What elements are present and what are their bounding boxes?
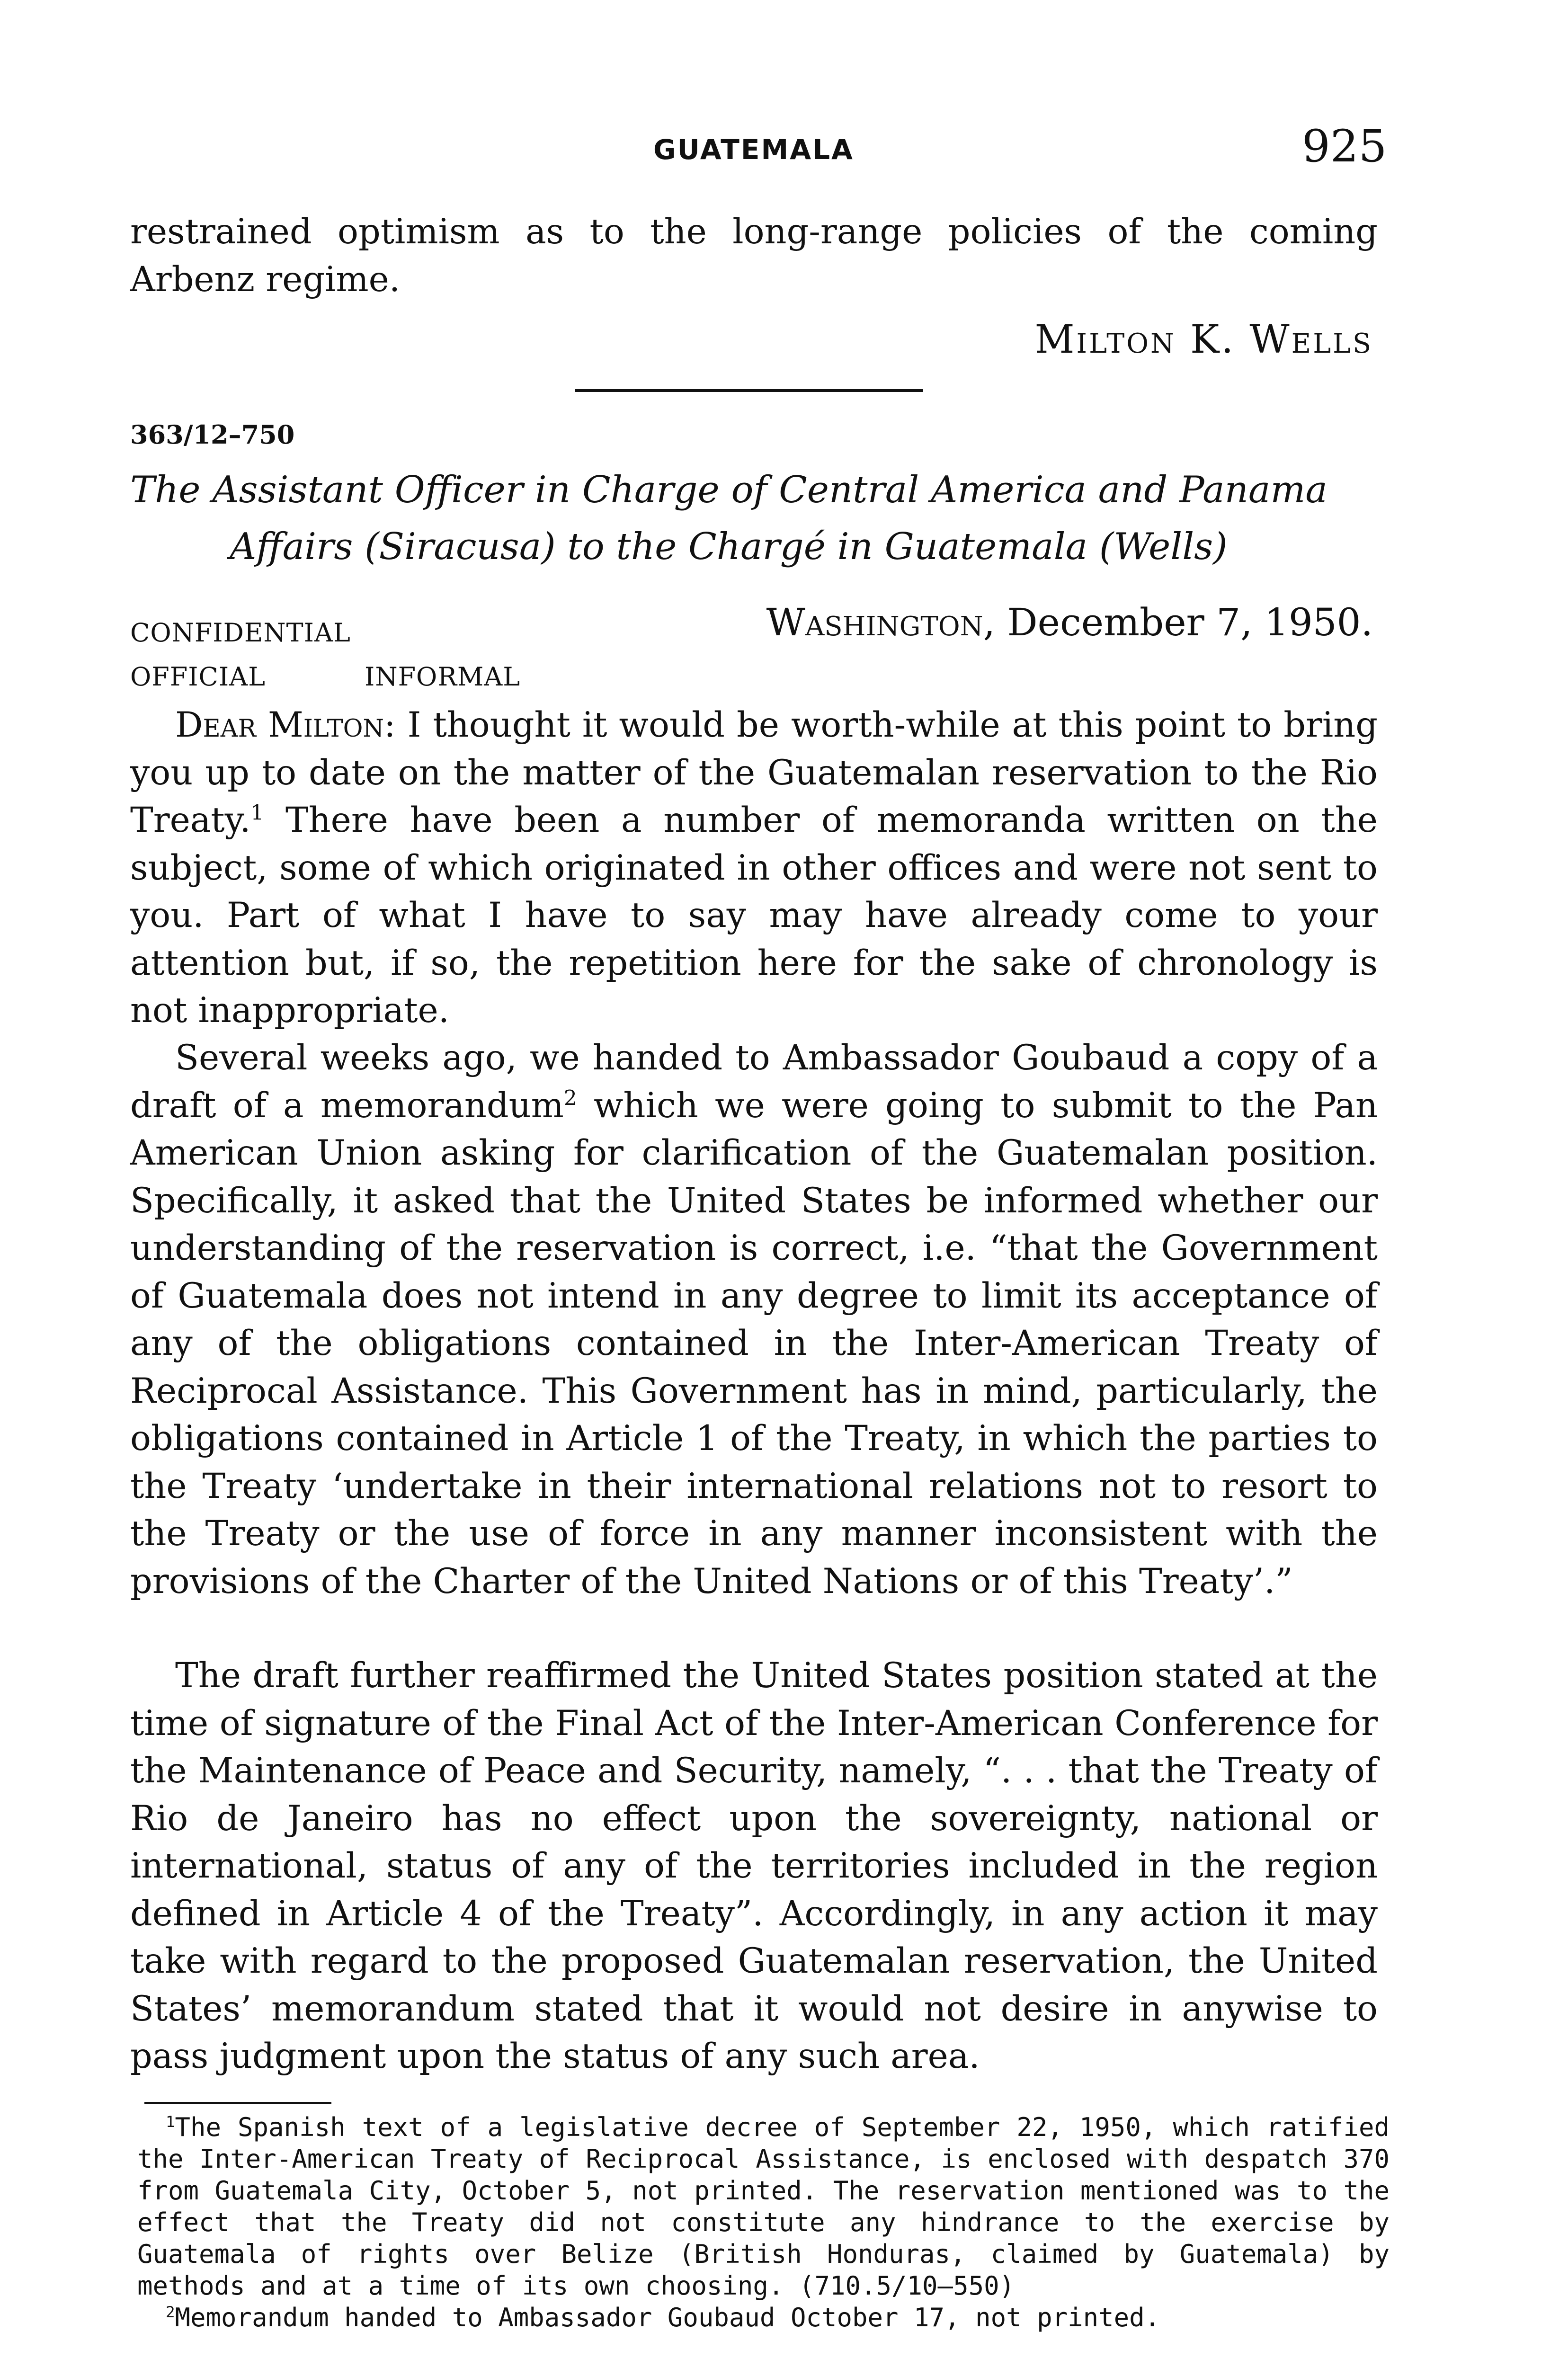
document-title-line-2: Affairs (Siracusa) to the Chargé in Guatemala (Wells) xyxy=(230,525,1228,568)
informal-label: INFORMAL xyxy=(365,662,521,692)
page-number: 925 xyxy=(1302,121,1387,172)
paragraph-1-text: I thought it would be worth-while at this point to bring you up to date on the matter of the Guatemalan reservation to the Rio Treaty. xyxy=(130,705,1378,840)
letter-paragraph-3: The draft further reaffirmed the United States position stated at the time of signature of the Final Act of the Inter-American Conference for the Maintenance of Peace and Security, namely, “. . . that the Treaty of Rio de Janeiro has no effect upon the sovereignty, national or international, status of any of the territories included in the region defined in Article 4 of the Treaty”. Accordingly, in any action it may take with regard to the proposed Guatemalan reservation, the United States’ memorandum stated that it would not desire in anywise to pass judgment upon the status of any such area. xyxy=(130,1655,1378,2076)
footnote-2-text: Memorandum handed to Ambassador Goubaud October 17, not printed. xyxy=(175,2303,1160,2332)
file-number: 363/12–750 xyxy=(130,419,295,450)
dateline-place: Washington, xyxy=(766,600,996,644)
letter-paragraph-1 xyxy=(130,702,1378,1035)
signature: Milton K. Wells xyxy=(1034,317,1373,362)
footnotes xyxy=(137,2111,1390,2333)
salutation: Dear Milton: xyxy=(175,705,396,745)
official-label: OFFICIAL xyxy=(130,662,266,692)
footnote-2-mark: 2 xyxy=(166,2303,175,2321)
footnote-2 xyxy=(137,2302,1390,2333)
document-title-line-1: The Assistant Officer in Charge of Central America and Panama xyxy=(130,469,1327,511)
previous-document-closing-text: restrained optimism as to the long-range policies of the coming Arbenz regime. xyxy=(130,212,1378,300)
footnote-1-mark: 1 xyxy=(166,2113,175,2131)
dateline xyxy=(766,600,1373,644)
letter-paragraph-2 xyxy=(130,1034,1378,1605)
classification-label: CONFIDENTIAL xyxy=(130,618,351,648)
footnote-ref-1: 1 xyxy=(250,801,264,825)
footnote-ref-2: 2 xyxy=(563,1086,577,1111)
paragraph-2-text-b: which we were going to submit to the Pan American Union asking for clarification of the Guatemalan position. Specifically, it asked that the United States be informed whether our understanding of the reservation is correct, i.e. “that the Government of Guatemala does not intend in any degree to limit its acceptance of any of the obligations contained in the Inter-American Treaty of Reciprocal Assistance. This Government has in mind, particularly, the obligations contained in Article 1 of the Treaty, in which the parties to the Treaty ‘undertake in their international relations not to resort to the Treaty or the use of force in any manner inconsistent with the provisions of the Charter of the United Nations or of this Treaty’.” xyxy=(130,1085,1378,1602)
paragraph-1-rest: There have been a number of memoranda written on the subject, some of which originated in other offices and were not sent to you. Part of what I have to say may have already come to your attention but, if so, the repetition here for the sake of chronology is not inappropriate. xyxy=(130,800,1378,1031)
paragraph-2-text-a: Several weeks ago, we handed to Ambassador Goubaud a copy of a draft of a memorandum xyxy=(130,1038,1378,1126)
footnote-1 xyxy=(137,2111,1390,2302)
dateline-date: December 7, 1950. xyxy=(1007,600,1373,644)
footnote-1-text: The Spanish text of a legislative decree of September 22, 1950, which ratified the Inter-American Treaty of Reciprocal Assistance, is enclosed with despatch 370 from Guatemala City, October 5, not printed. The reservation mentioned was to the effect that the Treaty did not constitute any hindrance to the exercise by Guatemala of rights over Belize (British Honduras, claimed by Guatemala) by methods and at a time of its own choosing. (710.5/10–550) xyxy=(137,2112,1390,2301)
document-title xyxy=(130,462,1380,575)
running-title: GUATEMALA xyxy=(653,133,854,166)
footnote-divider xyxy=(144,2102,331,2104)
section-divider xyxy=(575,389,923,392)
